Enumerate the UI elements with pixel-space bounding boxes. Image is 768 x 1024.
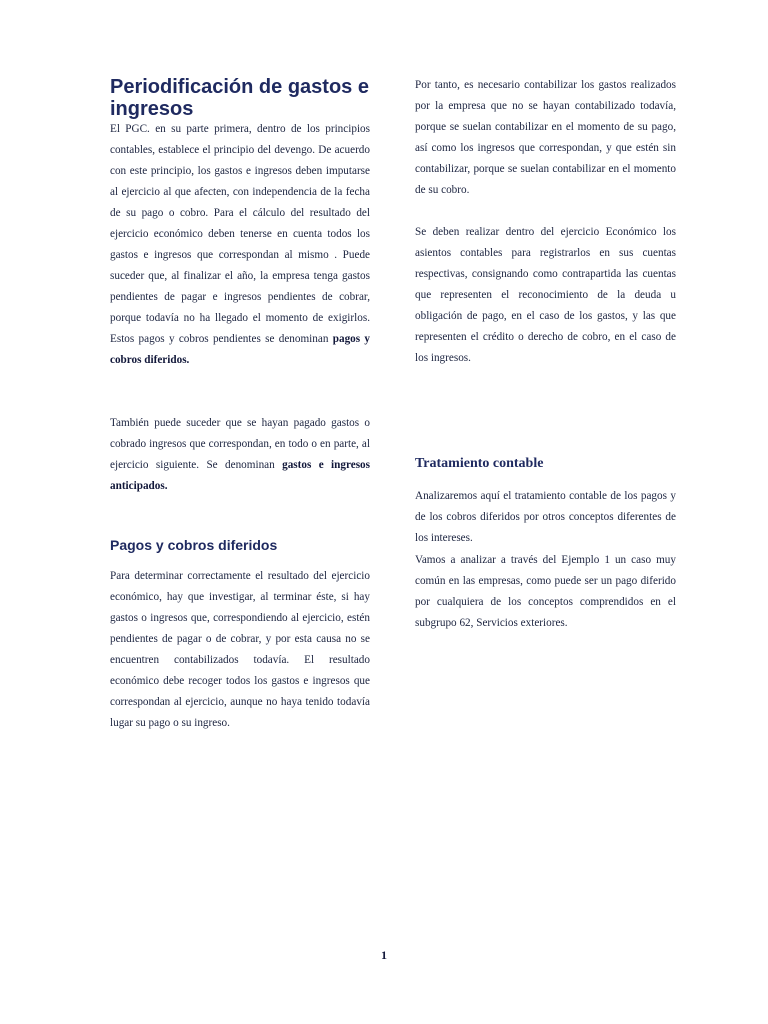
intro-paragraph — [110, 119, 370, 371]
right-paragraph-3: Analizaremos aquí el tratamiento contable de los pagos y de los cobros diferidos por otros conceptos diferentes de los intereses. — [415, 490, 676, 544]
section-heading-deferred: Pagos y cobros diferidos — [110, 537, 278, 553]
deferred-paragraph: Para determinar correctamente el resultado del ejercicio económico, hay que investigar, al terminar éste, si hay gastos o ingresos que, correspondiendo al ejercicio, estén pendientes de pagar o de cobrar, y por esta causa no se encuentren contabilizados todavía. El resultado económico debe recoger todos los gastos e ingresos que correspondan al ejercicio, aunque no haya tenido todavía lugar su pago o su ingreso. — [110, 570, 370, 729]
page-number: 1 — [381, 948, 387, 962]
anticipated-paragraph-text: También puede suceder que se hayan pagado gastos o cobrado ingresos que correspondan, en todo o en parte, al ejercicio siguiente. Se denominan — [110, 417, 370, 471]
anticipated-paragraph-bold: gastos e ingresos anticipados. — [110, 459, 370, 492]
right-paragraph-4: Vamos a analizar a través del Ejemplo 1 un caso muy común en las empresas, como puede ser un pago diferido por cualquiera de los conceptos comprendidos en el subgrupo 62, Servicios exteriores. — [415, 554, 676, 629]
page-title: Periodificación de gastos e ingresos — [110, 76, 369, 120]
intro-paragraph-bold: pagos y cobros diferidos. — [110, 333, 371, 366]
section-heading-accounting: Tratamiento contable — [415, 456, 544, 471]
right-paragraph-1: Por tanto, es necesario contabilizar los gastos realizados por la empresa que no se hayan contabilizado todavía, porque se suelan contabilizar en el momento de su pago, así como los ingresos que correspondan, y que estén sin contabilizar, porque se suelan contabilizar en el momento de su cobro. — [415, 79, 676, 196]
right-paragraph-2: Se deben realizar dentro del ejercicio Económico los asientos contables para registrarlos en sus cuentas respectivas, consignando como contrapartida las cuentas que representen el reconocimiento de la deuda u obligación de pago, en el caso de los gastos, y las que representen el crédito o derecho de cobro, en el caso de los ingresos. — [415, 226, 676, 364]
intro-paragraph-text: El PGC. en su parte primera, dentro de los principios contables, establece el principio del devengo. De acuerdo con este principio, los gastos e ingresos deben imputarse al ejercicio al que afecten, con independencia de la fecha de su pago o cobro. Para el cálculo del resultado del ejercicio económico deben tenerse en cuenta todos los gastos e ingresos que correspondan al mismo . Puede suceder que, al finalizar el año, la empresa tenga gastos pendientes de pagar e ingresos pendientes de cobrar, porque todavía no ha llegado el momento de exigirlos. Estos pagos y cobros pendientes se denominan — [110, 123, 370, 345]
anticipated-paragraph — [110, 413, 370, 497]
